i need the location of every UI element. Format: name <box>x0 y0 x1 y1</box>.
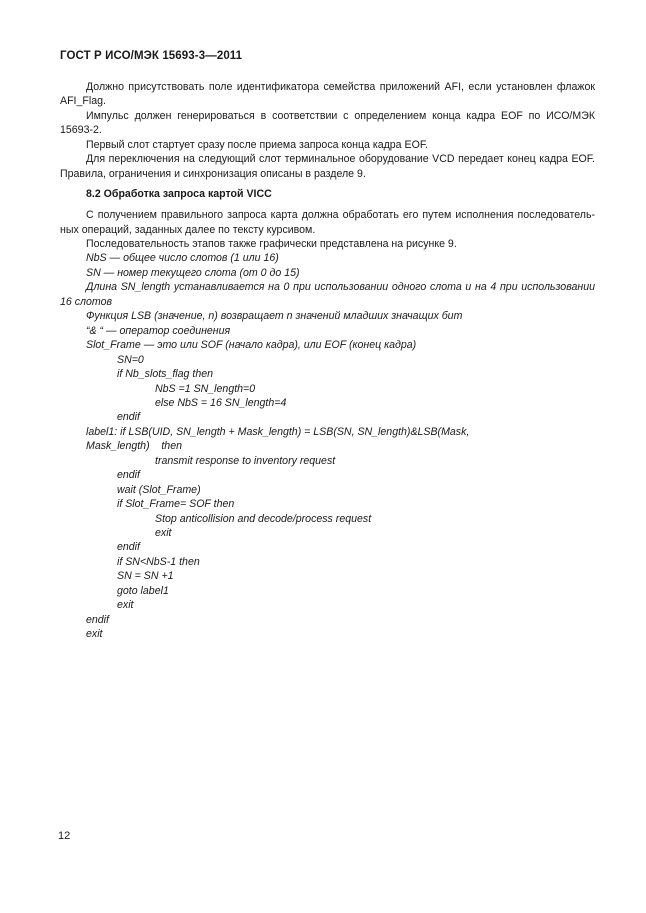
code-line: goto label1 <box>117 585 169 597</box>
paragraph-switch-line2: Правила, ограничения и синхронизация описаны в разделе 9. <box>60 168 366 180</box>
code-line: else NbS = 16 SN_length=4 <box>155 397 287 409</box>
paragraph-first-slot: Первый слот стартует сразу после приема запроса конца кадра EOF. <box>86 139 429 151</box>
paragraph-eof-line1: Импульс должен генерироваться в соответствии с определением конца кадра EOF по ИСО/МЭК <box>86 110 595 122</box>
code-line: endif <box>117 541 140 553</box>
definition-slot-frame: Slot_Frame — это или SOF (начало кадра), или EOF (конец кадра) <box>86 339 417 351</box>
definition-concat: “& “ — оператор соединения <box>86 325 231 337</box>
code-line: if Nb_slots_flag then <box>117 368 213 380</box>
definition-nbs: NbS — общее число слотов (1 или 16) <box>86 252 279 264</box>
code-line: wait (Slot_Frame) <box>117 484 201 496</box>
paragraph-afi-line1: Должно присутствовать поле идентификатора семейства приложений AFI, если установлен флажок <box>86 81 595 93</box>
code-line: Stop anticollision and decode/process request <box>155 513 372 525</box>
definition-sn-length-line1: Длина SN_length устанавливается на 0 при использовании одного слота и на 4 при использовании <box>86 281 595 293</box>
code-line: endif <box>117 469 140 481</box>
document-header: ГОСТ Р ИСО/МЭК 15693-3—2011 <box>60 50 243 62</box>
paragraph-eof-line2: 15693-2. <box>60 124 102 136</box>
definition-sn: SN — номер текущего слота (от 0 до 15) <box>86 267 300 279</box>
code-line: exit <box>117 599 134 611</box>
paragraph-switch-line1: Для переключения на следующий слот терминальное оборудование VCD передает конец кадра EOF. <box>86 153 595 165</box>
section-figure-ref: Последовательность этапов также графически представлена на рисунке 9. <box>86 238 457 250</box>
definition-sn-length-line2: 16 слотов <box>60 296 113 308</box>
code-line: endif <box>86 614 109 626</box>
code-line: if SN<NbS-1 then <box>117 556 200 568</box>
page-number: 12 <box>58 830 71 842</box>
definition-lsb: Функция LSB (значение, n) возвращает n значений младших значащих бит <box>86 310 463 322</box>
section-intro-line2: ных операций, заданных далее по тексту курсивом. <box>60 224 316 236</box>
paragraph-afi-line2: AFI_Flag. <box>60 95 106 107</box>
code-line: if Slot_Frame= SOF then <box>117 498 235 510</box>
code-line: SN=0 <box>117 354 144 366</box>
code-line: transmit response to inventory request <box>155 455 336 467</box>
code-line: label1: if LSB(UID, SN_length + Mask_length) = LSB(SN, SN_length)&LSB(Mask, <box>86 426 470 438</box>
code-line: endif <box>117 411 140 423</box>
section-intro-line1: С получением правильного запроса карта должна обработать его путем исполнения последователь- <box>86 209 595 221</box>
code-line: exit <box>155 527 172 539</box>
code-line: SN = SN +1 <box>117 570 174 582</box>
section-heading: 8.2 Обработка запроса картой VICC <box>86 188 272 200</box>
code-line: exit <box>86 628 103 640</box>
code-line: Mask_length) then <box>86 440 182 452</box>
code-line: NbS =1 SN_length=0 <box>155 383 256 395</box>
